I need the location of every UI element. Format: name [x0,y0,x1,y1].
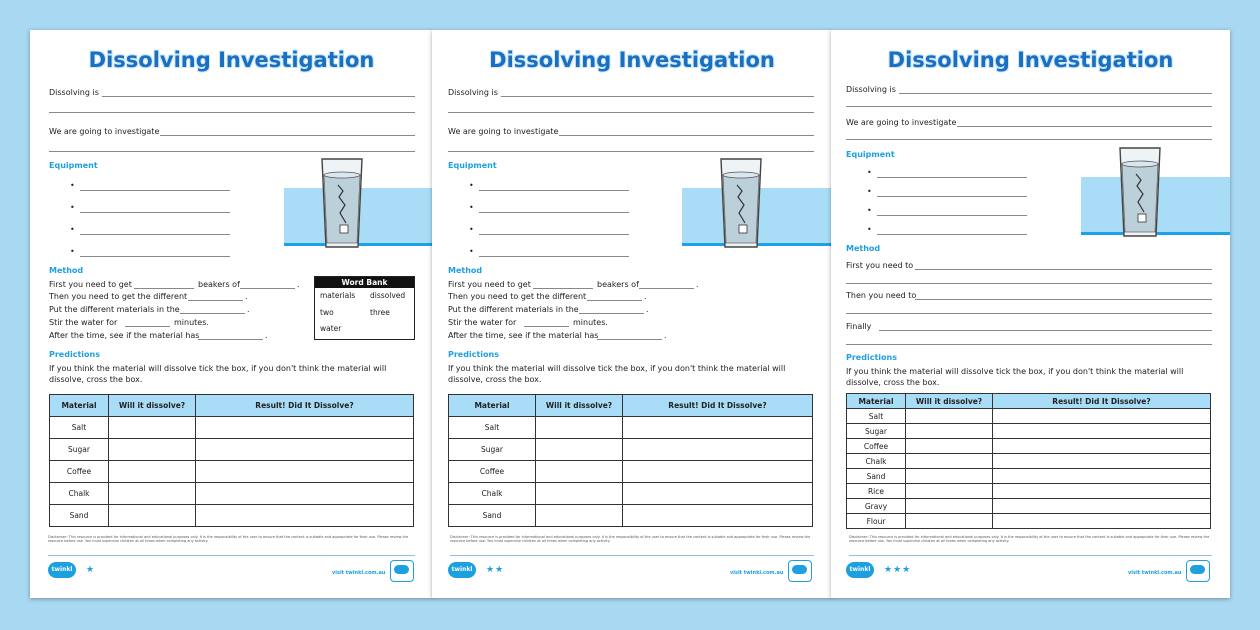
dissolving-is-label: Dissolving is [846,85,896,94]
difficulty-stars: ★ [86,565,96,575]
column-header: Result! Did It Dissolve? [196,395,414,417]
equipment-line [479,190,629,191]
bullet-icon: • [469,181,474,190]
method-dot: . [696,280,699,289]
blank-line [180,313,245,314]
material-cell: Sand [847,469,906,484]
column-header: Result! Did It Dissolve? [623,395,813,417]
method-step: After the time, see if the material has [49,331,200,340]
difficulty-stars: ★★ [486,565,505,575]
answer-line [846,344,1212,345]
material-cell: Chalk [50,483,109,505]
result-box[interactable] [993,499,1211,514]
result-box[interactable] [993,409,1211,424]
prediction-box[interactable] [906,484,993,499]
equipment-heading: Equipment [846,150,895,159]
column-header: Material [847,394,906,409]
result-box[interactable] [993,514,1211,529]
answer-line [915,269,1212,270]
material-cell: Chalk [449,483,536,505]
method-step: Then you need to get the different [49,292,188,301]
blank-line [125,326,170,327]
method-step: Finally [846,322,872,331]
result-box[interactable] [623,461,813,483]
method-step: Put the different materials in the [49,305,180,314]
equipment-heading: Equipment [448,161,497,170]
twinkl-logo: twinkl [48,562,76,578]
equipment-line [877,177,1027,178]
material-cell: Salt [847,409,906,424]
prediction-box[interactable] [536,417,623,439]
result-box[interactable] [993,424,1211,439]
equipment-line [877,234,1027,235]
material-cell: Sand [50,505,109,527]
prediction-box[interactable] [109,483,196,505]
footer-disclaimer: Disclaimer: This resource is provided for informational and educational purposes only. It is the responsibility of the user to ensure that the content is suitable and appropriate for their use. Please review the resource before use. You must supervise children at all times when completing any activity. [849,535,1210,543]
prediction-box[interactable] [109,461,196,483]
answer-line [846,106,1212,107]
equipment-line [479,234,629,235]
material-cell: Chalk [847,454,906,469]
footer-disclaimer: Disclaimer: This resource is provided for informational and educational purposes only. It is the responsibility of the user to ensure that the content is suitable and appropriate for their use. Please review the resource before use. You must supervise children at all times when completing any activity. [450,535,811,543]
predictions-instructions: If you think the material will dissolve tick the box, if you don't think the material will [846,367,1184,376]
result-box[interactable] [196,417,414,439]
answer-line [448,151,814,152]
prediction-box[interactable] [536,505,623,527]
answer-line [899,93,1212,94]
bullet-icon: • [70,247,75,256]
material-cell: Sugar [449,439,536,461]
bullet-icon: • [469,247,474,256]
worksheet-3[interactable] [831,30,1230,598]
blank-line [524,326,569,327]
predictions-instructions: If you think the material will dissolve tick the box, if you don't think the material will [49,364,387,373]
equipment-line [80,190,230,191]
footer-url: visit twinkl.com.au [332,570,386,576]
predictions-heading: Predictions [49,350,100,359]
blank-line [188,300,243,301]
method-step: minutes. [573,318,608,327]
worksheet-2[interactable] [432,30,832,598]
worksheet-title: Dissolving Investigation [887,48,1174,72]
quality-badge-icon [1186,560,1210,582]
predictions-heading: Predictions [448,350,499,359]
prediction-box[interactable] [536,439,623,461]
method-step: beakers of [198,280,240,289]
bullet-icon: • [867,225,872,234]
results-table [49,394,414,527]
twinkl-logo: twinkl [846,562,874,578]
quality-badge-icon [788,560,812,582]
material-cell: Sand [449,505,536,527]
material-cell: Sugar [50,439,109,461]
footer-url: visit twinkl.com.au [1128,570,1182,576]
result-box[interactable] [196,505,414,527]
method-heading: Method [846,244,881,253]
investigate-label: We are going to investigate [448,127,559,136]
column-header: Will it dissolve? [906,394,993,409]
material-cell: Gravy [847,499,906,514]
prediction-box[interactable] [536,461,623,483]
answer-line [49,151,415,152]
equipment-line [877,196,1027,197]
bullet-icon: • [867,187,872,196]
word-bank-word: materials [320,291,356,300]
material-cell: Coffee [449,461,536,483]
blank-line [198,339,263,340]
prediction-box[interactable] [906,469,993,484]
material-cell: Coffee [847,439,906,454]
blank-line [134,288,194,289]
method-step: Then you need to [846,291,917,300]
method-step: Put the different materials in the [448,305,579,314]
prediction-box[interactable] [109,417,196,439]
bullet-icon: • [867,206,872,215]
method-step: minutes. [174,318,209,327]
equipment-line [877,215,1027,216]
equipment-line [80,212,230,213]
investigate-label: We are going to investigate [846,118,957,127]
equipment-line [479,256,629,257]
answer-line [846,139,1212,140]
bullet-icon: • [469,225,474,234]
worksheet-title: Dissolving Investigation [88,48,375,72]
bullet-icon: • [867,168,872,177]
bullet-icon: • [469,203,474,212]
results-table [846,393,1211,529]
bullet-icon: • [70,225,75,234]
results-table [448,394,813,527]
method-step: First you need to get [448,280,531,289]
method-step: First you need to [846,261,914,270]
investigate-label: We are going to investigate [49,127,160,136]
answer-line [501,96,814,97]
method-dot: . [646,305,649,314]
method-step: beakers of [597,280,639,289]
word-bank-word: three [370,308,390,317]
column-header: Material [449,395,536,417]
method-dot: . [644,292,647,301]
result-box[interactable] [993,469,1211,484]
equipment-line [80,256,230,257]
equipment-line [479,212,629,213]
material-cell: Coffee [50,461,109,483]
method-heading: Method [49,266,84,275]
footer-divider [450,555,814,556]
prediction-box[interactable] [536,483,623,505]
bullet-icon: • [70,203,75,212]
answer-line [160,135,415,136]
prediction-box[interactable] [109,439,196,461]
result-box[interactable] [623,505,813,527]
result-box[interactable] [993,454,1211,469]
worksheet-1[interactable] [30,30,433,598]
worksheet-title: Dissolving Investigation [489,48,775,72]
result-box[interactable] [993,439,1211,454]
predictions-instructions: dissolve, cross the box. [846,378,940,387]
column-header: Result! Did It Dissolve? [993,394,1211,409]
method-dot: . [247,305,250,314]
twinkl-logo: twinkl [448,562,476,578]
answer-line [102,96,415,97]
method-heading: Method [448,266,483,275]
method-step: After the time, see if the material has [448,331,599,340]
material-cell: Salt [50,417,109,439]
blank-line [597,339,662,340]
word-bank [314,276,415,340]
method-step: Then you need to get the different [448,292,587,301]
predictions-instructions: dissolve, cross the box. [448,375,542,384]
blank-line [240,288,295,289]
predictions-instructions: dissolve, cross the box. [49,375,143,384]
result-box[interactable] [196,461,414,483]
predictions-instructions: If you think the material will dissolve tick the box, if you don't think the material will [448,364,786,373]
dissolving-is-label: Dissolving is [49,88,99,97]
footer-divider [48,555,415,556]
method-step: Stir the water for [49,318,118,327]
method-dot: . [245,292,248,301]
bullet-icon: • [70,181,75,190]
prediction-box[interactable] [906,514,993,529]
footer-url: visit twinkl.com.au [730,570,784,576]
blank-line [639,288,694,289]
method-step: Stir the water for [448,318,517,327]
word-bank-word: dissolved [370,291,406,300]
dissolving-is-label: Dissolving is [448,88,498,97]
word-bank-word: water [320,324,342,333]
word-bank-title: Word Bank [315,277,414,288]
blank-line [587,300,642,301]
blank-line [579,313,644,314]
answer-line [448,112,814,113]
word-bank-word: two [320,308,334,317]
answer-line [559,135,814,136]
prediction-box[interactable] [906,409,993,424]
answer-line [879,330,1212,331]
result-box[interactable] [623,417,813,439]
material-cell: Rice [847,484,906,499]
result-box[interactable] [196,439,414,461]
blank-line [533,288,593,289]
result-box[interactable] [623,483,813,505]
answer-line [846,283,1212,284]
difficulty-stars: ★★★ [884,565,912,575]
method-step: First you need to get [49,280,132,289]
footer-divider [849,555,1212,556]
equipment-heading: Equipment [49,161,98,170]
material-cell: Sugar [847,424,906,439]
method-dot: . [265,331,268,340]
prediction-box[interactable] [906,439,993,454]
water-glass-icon [717,155,765,251]
result-box[interactable] [623,439,813,461]
equipment-line [80,234,230,235]
answer-line [846,313,1212,314]
method-dot: . [664,331,667,340]
prediction-box[interactable] [906,499,993,514]
answer-line [957,126,1212,127]
answer-line [49,112,415,113]
material-cell: Flour [847,514,906,529]
water-glass-icon [318,155,366,251]
water-glass-icon [1116,144,1164,240]
result-box[interactable] [993,484,1211,499]
prediction-box[interactable] [906,424,993,439]
result-box[interactable] [196,483,414,505]
column-header: Will it dissolve? [536,395,623,417]
quality-badge-icon [390,560,414,582]
footer-disclaimer: Disclaimer: This resource is provided for informational and educational purposes only. It is the responsibility of the user to ensure that the content is suitable and appropriate for their use. Please review the resource before use. You must supervise children at all times when completing any activity. [48,535,409,543]
predictions-heading: Predictions [846,353,897,362]
method-dot: . [297,280,300,289]
answer-line [915,299,1212,300]
column-header: Material [50,395,109,417]
material-cell: Salt [449,417,536,439]
prediction-box[interactable] [109,505,196,527]
column-header: Will it dissolve? [109,395,196,417]
prediction-box[interactable] [906,454,993,469]
